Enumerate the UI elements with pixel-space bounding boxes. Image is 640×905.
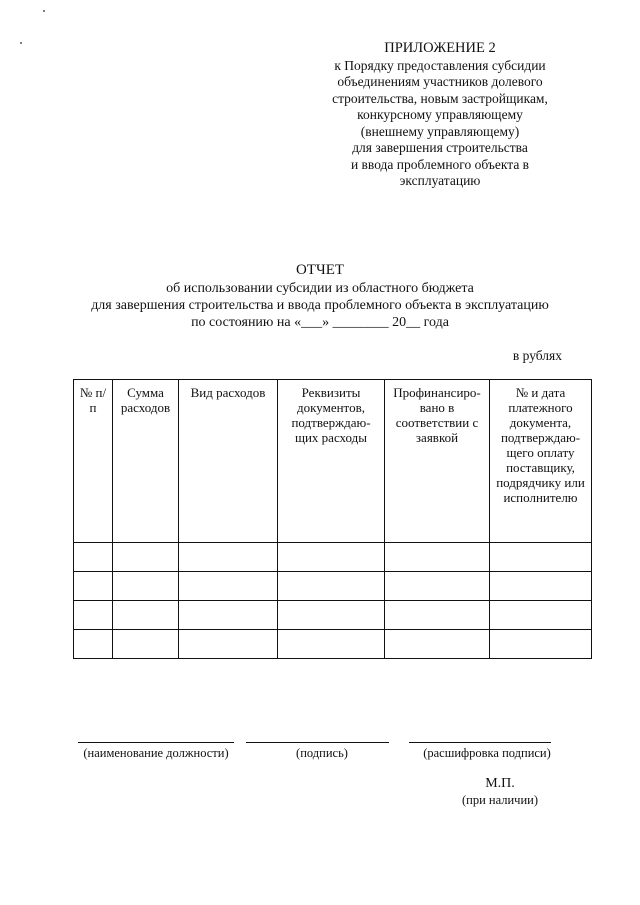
header-expense-type: Вид расходов [179, 380, 278, 543]
currency-units: в рублях [512, 348, 562, 363]
table-cell [385, 601, 490, 630]
table-cell [74, 572, 113, 601]
table-cell [278, 572, 385, 601]
appendix-title: ПРИЛОЖЕНИЕ 2 [384, 40, 496, 56]
report-line: для завершения строительства и ввода проблемного объекта в эксплуатацию [91, 298, 549, 313]
table-cell [385, 630, 490, 659]
header-number: № п/п [74, 380, 113, 543]
signature-line [246, 742, 389, 743]
table-cell [385, 572, 490, 601]
report-title: ОТЧЕТ [295, 262, 345, 278]
table-cell [490, 543, 592, 572]
scan-speck [43, 10, 45, 12]
position-label: (наименование должности) [83, 746, 229, 760]
appendix-block [300, 40, 580, 190]
report-table [73, 379, 592, 659]
appendix-line: (внешнему управляющему) [360, 123, 520, 139]
table-cell [179, 543, 278, 572]
table-cell [179, 630, 278, 659]
table-cell [179, 572, 278, 601]
table-row [74, 572, 592, 601]
appendix-line: конкурсному управляющему [357, 107, 523, 122]
table-cell [278, 601, 385, 630]
decryption-label: (расшифровка подписи) [423, 746, 551, 760]
table-row [74, 630, 592, 659]
table-cell [385, 543, 490, 572]
appendix-line: к Порядку предоставления субсидии [334, 57, 546, 73]
scan-speck [20, 42, 22, 44]
table-cell [74, 630, 113, 659]
table-row [74, 543, 592, 572]
table-row [74, 601, 592, 630]
header-payment-document: № и дата платежного документа, подтверждаю-щего оплату поставщику, подрядчику или исполнителю [490, 380, 592, 543]
report-date-line: по состоянию на «___» ________ 20__ года [191, 315, 449, 330]
report-line: об использовании субсидии из областного бюджета [166, 281, 474, 296]
appendix-line: строительства, новым застройщикам, [332, 90, 548, 106]
table-cell [113, 572, 179, 601]
signature-label: (подпись) [296, 746, 348, 760]
appendix-line: для завершения строительства [352, 140, 528, 155]
position-line [78, 742, 234, 743]
table-cell [74, 543, 113, 572]
table-cell [113, 630, 179, 659]
appendix-line: и ввода проблемного объекта в [350, 156, 530, 172]
table-cell [74, 601, 113, 630]
table-header-row [74, 380, 592, 543]
appendix-line: объединениям участников долевого [337, 74, 543, 89]
header-financed: Профинансиро-вано в соответствии с заявкой [385, 380, 490, 543]
report-heading [60, 262, 580, 331]
decryption-line [409, 742, 551, 743]
header-document-details: Реквизиты документов, подтверждаю-щих расходы [278, 380, 385, 543]
table-cell [490, 601, 592, 630]
table-cell [113, 601, 179, 630]
table-cell [179, 601, 278, 630]
table-cell [278, 543, 385, 572]
header-expense-sum: Сумма расходов [113, 380, 179, 543]
table-cell [278, 630, 385, 659]
stamp-note: (при наличии) [461, 793, 539, 807]
table-cell [490, 572, 592, 601]
stamp-label: М.П. [485, 776, 515, 791]
table-cell [490, 630, 592, 659]
table-cell [113, 543, 179, 572]
appendix-line: эксплуатацию [399, 173, 481, 188]
